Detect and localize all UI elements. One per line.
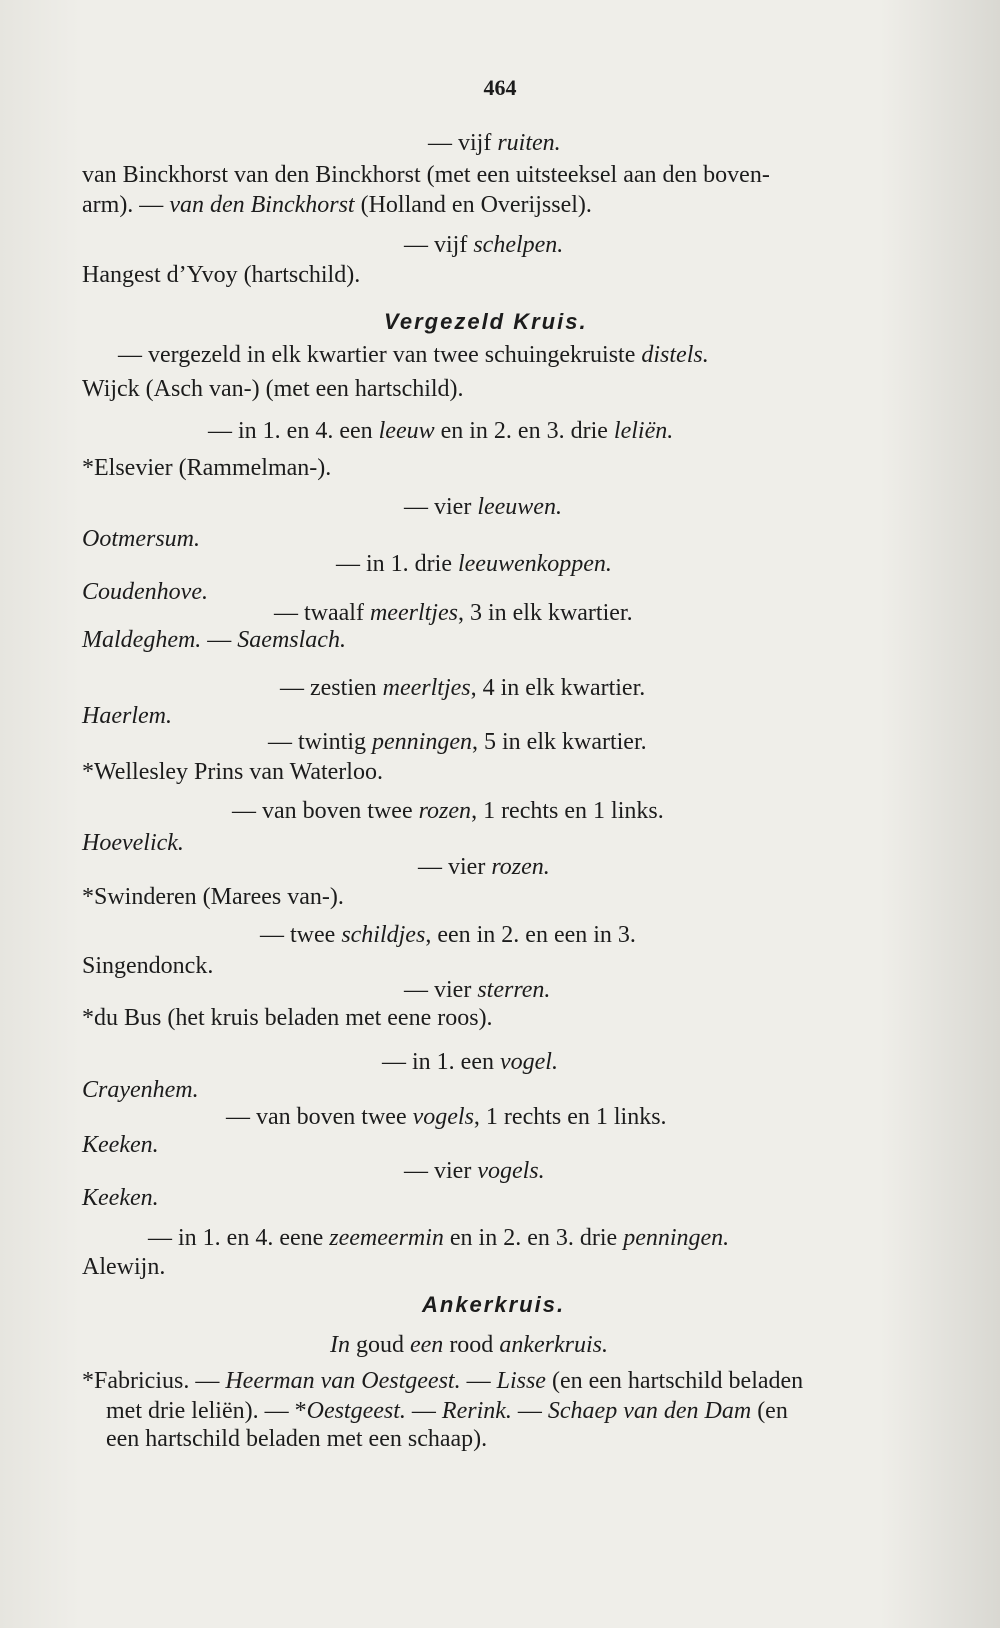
text-line (260, 920, 636, 950)
text-segment: — vijf (404, 232, 474, 258)
text-segment: *Wellesley Prins van Waterloo. (82, 759, 383, 785)
text-segment: — van boven twee (226, 1104, 413, 1130)
text-line (82, 1183, 159, 1213)
text-line (82, 1366, 803, 1396)
text-line (82, 951, 213, 981)
text-segment: — vier (404, 494, 478, 520)
italic-segment: vogel. (499, 1049, 558, 1075)
text-segment: Alewijn. (82, 1254, 166, 1280)
text-line (418, 852, 550, 882)
text-line (106, 1424, 487, 1454)
text-line (82, 1075, 199, 1105)
text-segment: , 1 rechts en 1 links. (471, 798, 664, 824)
text-segment: , 1 rechts en 1 links. (473, 1104, 667, 1130)
italic-segment: Lisse (496, 1368, 546, 1394)
text-line (404, 975, 550, 1005)
text-segment: , 4 in elk kwartier. (470, 675, 646, 701)
italic-segment: distels. (641, 342, 709, 368)
text-segment: — twintig (268, 729, 373, 755)
italic-segment: Maldeghem. (82, 627, 202, 653)
text-segment: Singendonck. (82, 953, 214, 979)
text-line (82, 1252, 165, 1282)
text-segment: Vergezeld Kruis. (384, 309, 588, 334)
italic-segment: ankerkruis. (499, 1332, 608, 1358)
text-segment: arm). — (82, 192, 170, 218)
text-segment: (en een hartschild beladen (545, 1368, 804, 1394)
italic-segment: meerltjes (382, 675, 471, 701)
italic-segment: rozen. (491, 854, 550, 880)
italic-segment: leeuw (378, 418, 435, 444)
italic-segment: Oestgeest. (306, 1398, 406, 1424)
text-line (82, 625, 346, 655)
section-heading (422, 1291, 565, 1319)
text-line (428, 128, 561, 158)
text-line (208, 416, 673, 446)
italic-segment: vogels. (477, 1158, 545, 1184)
text-segment: van Binckhorst van den Binckhorst (met een uitsteeksel aan den boven- (82, 162, 770, 188)
text-segment: — vier (404, 977, 478, 1003)
text-segment: , 3 in elk kwartier. (457, 600, 633, 626)
text-segment: — vier (418, 854, 492, 880)
text-line (274, 598, 633, 628)
text-line (82, 190, 592, 220)
italic-segment: Heerman van Oestgeest. (225, 1368, 461, 1394)
text-line (82, 374, 464, 404)
text-line (404, 230, 563, 260)
text-line (336, 549, 612, 579)
text-segment: en in 2. en 3. drie (443, 1225, 624, 1251)
text-line (404, 1156, 545, 1186)
italic-segment: Keeken. (82, 1132, 159, 1158)
italic-segment: Schaep van den Dam (547, 1398, 752, 1424)
italic-segment: Crayenhem. (82, 1077, 199, 1103)
text-segment: (en (751, 1398, 788, 1424)
text-line (82, 1130, 159, 1160)
text-segment: — (201, 627, 238, 653)
text-segment: — in 1. een (382, 1049, 500, 1075)
italic-segment: schelpen. (473, 232, 564, 258)
text-line (82, 701, 172, 731)
italic-segment: Rerink. (441, 1398, 512, 1424)
text-segment: — (511, 1398, 548, 1424)
section-heading (384, 308, 588, 336)
text-line (82, 757, 383, 787)
text-segment: een hartschild beladen met een schaap). (106, 1426, 488, 1452)
italic-segment: Hoevelick. (82, 830, 184, 856)
text-segment: goud (350, 1332, 410, 1358)
text-segment: — (405, 1398, 442, 1424)
italic-segment: rozen (418, 798, 472, 824)
text-line (82, 260, 360, 290)
text-segment: Hangest d’Yvoy (hartschild). (82, 262, 361, 288)
italic-segment: meerltjes (369, 600, 458, 626)
text-segment: Wijck (Asch van-) (met een hartschild). (82, 376, 464, 402)
text-line (82, 453, 331, 483)
text-line (82, 524, 200, 554)
italic-segment: In (330, 1332, 350, 1358)
text-line (82, 160, 770, 190)
text-line (280, 673, 645, 703)
italic-segment: ruiten. (497, 130, 561, 156)
italic-segment: sterren. (477, 977, 551, 1003)
italic-segment: leeuwen. (477, 494, 562, 520)
text-segment: — vijf (428, 130, 498, 156)
text-segment: en in 2. en 3. drie (434, 418, 614, 444)
italic-segment: zeemeermin (329, 1225, 444, 1251)
italic-segment: Ootmersum. (82, 526, 200, 552)
page-number: 464 (483, 75, 517, 100)
text-line (82, 828, 184, 858)
text-segment: , een in 2. en een in 3. (425, 922, 636, 948)
italic-segment: Saemslach. (237, 627, 346, 653)
text-segment: — van boven twee (232, 798, 419, 824)
text-segment: — in 1. en 4. eene (148, 1225, 330, 1251)
text-line (82, 1003, 493, 1033)
text-line (232, 796, 664, 826)
text-segment: *Elsevier (Rammelman-). (82, 455, 332, 481)
text-segment: *Fabricius. — (82, 1368, 226, 1394)
italic-segment: schildjes (341, 922, 426, 948)
text-line (268, 727, 647, 757)
italic-segment: een (410, 1332, 444, 1358)
italic-segment: penningen. (623, 1225, 730, 1251)
text-segment: — zestien (280, 675, 383, 701)
italic-segment: leliën. (613, 418, 674, 444)
italic-segment: vogels (412, 1104, 474, 1130)
text-line (226, 1102, 667, 1132)
text-segment: , 5 in elk kwartier. (472, 729, 647, 755)
italic-segment: Haerlem. (82, 703, 172, 729)
text-segment: *du Bus (het kruis beladen met eene roos). (82, 1005, 493, 1031)
italic-segment: Keeken. (82, 1185, 159, 1211)
text-line (148, 1223, 729, 1253)
text-segment: — in 1. en 4. een (208, 418, 379, 444)
text-segment: — vier (404, 1158, 478, 1184)
text-segment: Ankerkruis. (422, 1292, 566, 1317)
italic-segment: penningen (372, 729, 472, 755)
text-segment: — vergezeld in elk kwartier van twee schuingekruiste (118, 342, 642, 368)
text-line (330, 1330, 608, 1360)
italic-segment: leeuwenkoppen. (457, 551, 612, 577)
text-segment: — twee (260, 922, 342, 948)
text-segment: rood (443, 1332, 500, 1358)
text-segment: — twaalf (274, 600, 370, 626)
text-line (82, 577, 208, 607)
text-segment: *Swinderen (Marees van-). (82, 884, 344, 910)
text-segment: (Holland en Overijssel). (354, 192, 592, 218)
text-line (382, 1047, 558, 1077)
italic-segment: Coudenhove. (82, 579, 208, 605)
text-segment: — in 1. drie (336, 551, 458, 577)
text-segment: met drie leliën). — * (106, 1398, 307, 1424)
text-line (106, 1396, 788, 1426)
text-segment: — (460, 1368, 497, 1394)
text-line (82, 882, 344, 912)
text-line (404, 492, 562, 522)
text-line (118, 340, 709, 370)
italic-segment: van den Binckhorst (169, 192, 355, 218)
